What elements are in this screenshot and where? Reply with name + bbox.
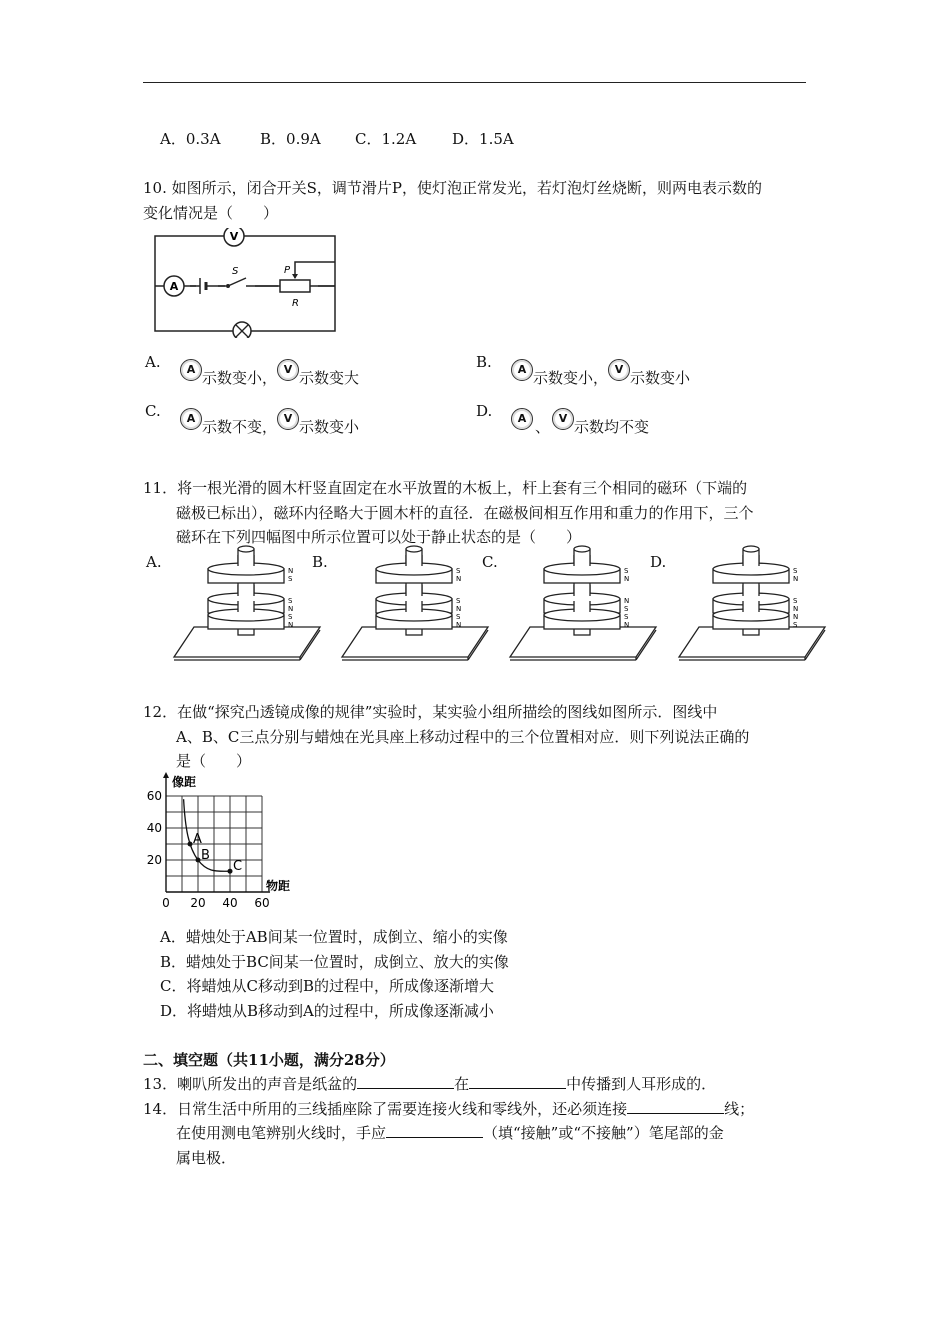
pole-label: S bbox=[624, 613, 629, 621]
q10-circuit-diagram bbox=[150, 228, 345, 338]
data-label-c: C bbox=[233, 859, 243, 875]
circuit-label-s: S bbox=[232, 266, 239, 277]
q11-letter-a: A. bbox=[146, 553, 162, 571]
pole-label: N bbox=[793, 575, 799, 583]
magnet-ring bbox=[208, 555, 284, 583]
q11-stem-line1: 11．将一根光滑的圆木杆竖直固定在水平放置的木板上，杆上套有三个相同的磁环（下端的 bbox=[143, 479, 748, 497]
data-point-c bbox=[228, 869, 233, 874]
data-point-a bbox=[188, 842, 193, 847]
pole-label: S bbox=[624, 567, 629, 575]
ammeter-icon: A bbox=[511, 408, 533, 430]
pole-label: S bbox=[793, 597, 798, 605]
x-tick-label: 60 bbox=[254, 896, 270, 910]
circuit-label-a: A bbox=[169, 280, 179, 293]
q11-figure-c bbox=[508, 545, 658, 663]
q12-option-c: C．将蜡烛从C移动到B的过程中，所成像逐渐增大 bbox=[160, 977, 494, 995]
q10-option-a-letter: A. bbox=[145, 353, 161, 371]
data-label-a: A bbox=[193, 832, 202, 847]
pole-label: S bbox=[288, 613, 293, 621]
pole-label: S bbox=[288, 575, 293, 583]
voltmeter-icon: V bbox=[552, 408, 574, 430]
x-tick-label: 20 bbox=[190, 896, 206, 910]
pole-label: S bbox=[456, 597, 461, 605]
pole-label: S bbox=[288, 597, 293, 605]
voltmeter-icon: V bbox=[277, 408, 299, 430]
magnet-ring bbox=[713, 555, 789, 583]
header-rule bbox=[143, 82, 806, 83]
q12-stem-line3: 是（ ） bbox=[176, 752, 252, 770]
pole-label: S bbox=[624, 605, 629, 613]
voltmeter-icon: V bbox=[608, 359, 630, 381]
q11-stem-line2: 磁极已标出），磁环内径略大于圆木杆的直径．在磁极间相互作用和重力的作用下，三个 bbox=[176, 504, 754, 522]
q10-option-c: A 示数不变， V 示数变小 bbox=[180, 407, 359, 430]
pole-label: N bbox=[288, 621, 294, 629]
pole-label: N bbox=[288, 567, 294, 575]
x-tick-label: 0 bbox=[162, 896, 170, 910]
y-axis-arrow bbox=[163, 772, 169, 778]
q11-figure-a bbox=[172, 545, 322, 663]
q10-option-b: A 示数变小， V 示数变小 bbox=[511, 358, 690, 381]
y-axis-label: 像距 bbox=[172, 775, 197, 789]
q14-blank-2[interactable] bbox=[386, 1123, 483, 1138]
q9-option-c: C．1.2A bbox=[355, 130, 417, 148]
q13-blank-2[interactable] bbox=[469, 1074, 566, 1089]
q12-option-d: D．将蜡烛从B移动到A的过程中，所成像逐渐减小 bbox=[160, 1002, 494, 1020]
q9-option-d: D．1.5A bbox=[452, 130, 514, 148]
pole-label: N bbox=[456, 605, 462, 613]
q10-option-a: A 示数变小， V 示数变大 bbox=[180, 358, 359, 381]
q14-line2: 在使用测电笔辨别火线时，手应 （填“接触”或“不接触”）笔尾部的金 bbox=[176, 1124, 724, 1142]
q12-stem-line2: A、B、C三点分别与蜡烛在光具座上移动过程中的三个位置相对应．则下列说法正确的 bbox=[176, 728, 750, 746]
pole-label: S bbox=[456, 613, 461, 621]
x-axis-label: 物距 bbox=[266, 879, 291, 893]
data-point-b bbox=[196, 858, 201, 863]
y-tick-label: 40 bbox=[146, 821, 162, 835]
q11-letter-c: C. bbox=[482, 553, 498, 571]
circuit-label-p: P bbox=[284, 265, 291, 276]
q9-option-a: A．0.3A bbox=[160, 130, 221, 148]
x-tick-label: 40 bbox=[222, 896, 238, 910]
q10-option-d-letter: D. bbox=[476, 402, 493, 420]
q12-option-b: B．蜡烛处于BC间某一位置时，成倒立、放大的实像 bbox=[160, 953, 509, 971]
q11-figure-b bbox=[340, 545, 490, 663]
q11-letter-b: B. bbox=[312, 553, 328, 571]
rheostat-icon bbox=[280, 280, 310, 292]
q11-figure-d bbox=[677, 545, 827, 663]
pole-label: N bbox=[624, 575, 630, 583]
q11-letter-d: D. bbox=[650, 553, 667, 571]
magnet-ring bbox=[544, 555, 620, 583]
q10-option-c-letter: C. bbox=[145, 402, 161, 420]
q14-blank-1[interactable] bbox=[627, 1099, 724, 1114]
data-label-b: B bbox=[201, 848, 210, 863]
circuit-label-r: R bbox=[292, 298, 299, 309]
q10-stem-line2: 变化情况是（ ） bbox=[143, 204, 279, 222]
q11-stem-line3: 磁环在下列四幅图中所示位置可以处于静止状态的是（ ） bbox=[176, 528, 582, 546]
q10-option-d: A 、 V 示数均不变 bbox=[511, 407, 649, 430]
q13-blank-1[interactable] bbox=[357, 1074, 454, 1089]
pole-label: S bbox=[793, 567, 798, 575]
section2-title: 二、填空题（共11小题，满分28分） bbox=[143, 1051, 395, 1069]
pole-label: S bbox=[793, 621, 798, 629]
magnet-ring bbox=[376, 555, 452, 583]
ammeter-icon: A bbox=[180, 359, 202, 381]
pole-label: N bbox=[624, 621, 630, 629]
ammeter-icon: A bbox=[511, 359, 533, 381]
ammeter-icon: A bbox=[180, 408, 202, 430]
q9-option-b: B．0.9A bbox=[260, 130, 321, 148]
pole-label: N bbox=[456, 621, 462, 629]
slider-wire bbox=[295, 262, 335, 278]
pole-label: N bbox=[793, 613, 799, 621]
q12-stem-line1: 12．在做“探究凸透镜成像的规律”实验时，某实验小组所描绘的图线如图所示．图线中 bbox=[143, 703, 718, 721]
voltmeter-icon: V bbox=[277, 359, 299, 381]
q14-line3: 属电极． bbox=[176, 1149, 237, 1167]
pole-label: N bbox=[624, 597, 630, 605]
y-tick-label: 20 bbox=[146, 853, 162, 867]
pole-label: N bbox=[456, 575, 462, 583]
q10-option-b-letter: B. bbox=[476, 353, 492, 371]
lamp-icon bbox=[233, 322, 251, 338]
q14-line1: 14．日常生活中所用的三线插座除了需要连接火线和零线外，还必须连接 线； bbox=[143, 1100, 755, 1118]
circuit-label-v: V bbox=[229, 230, 239, 243]
q10-stem-line1: 10. 如图所示，闭合开关S，调节滑片P，使灯泡正常发光，若灯泡灯丝烧断，则两电表示数的 bbox=[143, 179, 762, 197]
pole-label: N bbox=[288, 605, 294, 613]
q13-line: 13．喇叭所发出的声音是纸盆的 在 中传播到人耳形成的． bbox=[143, 1075, 717, 1093]
q12-option-a: A．蜡烛处于AB间某一位置时，成倒立、缩小的实像 bbox=[160, 928, 508, 946]
pole-label: N bbox=[793, 605, 799, 613]
q12-chart bbox=[140, 770, 300, 915]
y-tick-label: 60 bbox=[146, 789, 162, 803]
pole-label: S bbox=[456, 567, 461, 575]
